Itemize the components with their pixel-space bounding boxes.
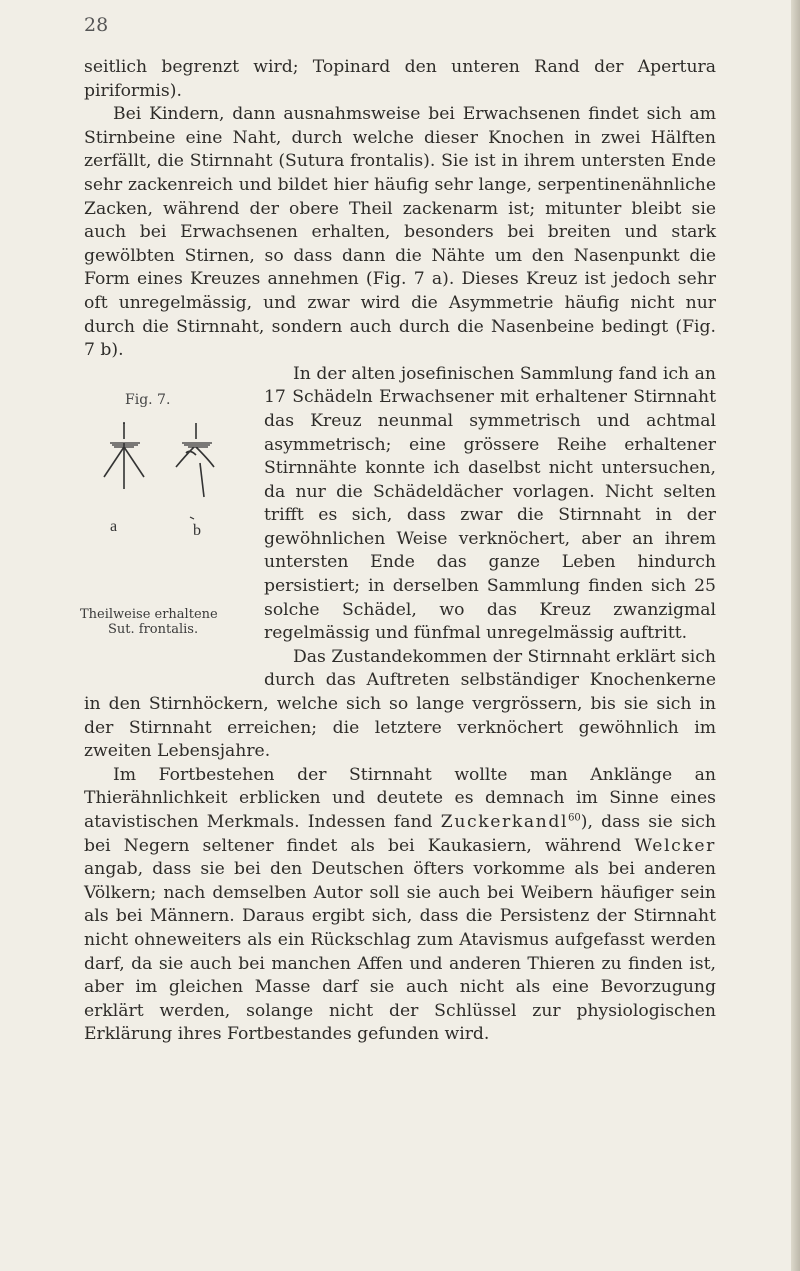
body-text [80,56,717,1047]
paragraph-3: In der alten josefinischen Sammlung fand ich an 17 Schädeln Erwachsener mit erhaltener Stirnnaht das Kreuz neunmal symmetrisch und achtmal asymmetrisch; eine grössere Reihe erhaltener Stirnnähte konnte ich daselbst nicht untersuchen, da nur die Schädeldächer vorlagen. Nicht selten trifft es sich, dass zwar die Stirnnaht in der gewöhnlichen Weise verknöchert, aber an ihrem untersten Ende das ganze Leben hindurch persistiert; in derselben Sammlung finden sich 25 solche Schädel, wo das Kreuz zwanzigmal regelmässig und fünfmal unregelmässig auftritt. [264,363,716,644]
paragraph-2: Bei Kindern, dann ausnahmsweise bei Erwachsenen findet sich am Stirnbeine eine Naht, durch welche dieser Knochen in zwei Hälften zerfällt, die Stirnnaht (Sutura frontalis). Sie ist in ihrem untersten Ende sehr zackenreich und bildet hier häufig sehr lange, serpentinenähnliche Zacken, während der obere Theil zackenarm ist; mitunter bleibt sie auch bei Erwachsenen erhalten, besonders bei breiten und stark gewölbten Stirnen, so dass dann die Nähte um den Nasenpunkt die Form eines Kreuzes annehmen (Fig. 7 a). Dieses Kreuz ist jedoch sehr oft unregelmässig, und zwar wird die Asymmetrie häufig nicht nur durch die Stirnnaht, sondern auch durch die Nasenbeine bedingt (Fig. 7 b). [84,104,716,361]
caption-line-1: Theilweise erhaltene [80,606,218,622]
author-zuckerkandl: Zuckerkandl [440,812,569,832]
tick-mark [190,517,194,519]
page-edge [791,0,800,1271]
figure-label: Fig. 7. [125,391,171,408]
figure-caption [80,607,250,637]
paragraph-5-part-c: angab, dass sie bei den Deutschen öfters vorkomme als bei anderen Völkern; nach demselben Autor soll sie auch bei Weibern häufiger sein als bei Männern. Daraus ergibt sich, dass die Persistenz der Stirnnaht nicht ohneweiters als ein Rückschlag zum Atavismus aufgefasst werden darf, da sie auch bei manchen Affen und anderen Thieren zu finden ist, aber im gleichen Masse darf sie auch nicht als eine Bevorzugung erklärt werden, solange nicht der Schlüssel zur physiologischen Erklärung ihres Fortbestandes gefunden wird. [84,859,716,1045]
cross-b-drawing [176,423,214,497]
footnote-ref: 60 [568,812,581,824]
fig-label-b: b [193,521,201,539]
paragraph-5 [84,764,716,1047]
caption-line-2: Sut. frontalis. [108,621,199,637]
page-number: 28 [84,14,109,36]
suture-cross-illustration [90,417,240,597]
paragraph-4: Das Zustandekommen der Stirnnaht erklärt sich durch das Auftreten selbständiger Knochenkerne in den Stirnhöckern, welche sich so lange vergrössern, bis sie sich in der Stirnnaht erreichen; die letztere verknöchert gewöhnlich im zweiten Lebensjahre. [84,646,716,762]
paragraph-5-part-b: ), dass sie sich bei Negern seltener findet als bei Kaukasiern, während [84,812,717,856]
fig-label-a: a [110,517,118,535]
cross-a-drawing [104,423,144,489]
figure-7 [80,385,254,685]
paragraph-1: seitlich begrenzt wird; Topinard den unteren Rand der Apertura piriformis). [84,57,716,101]
paragraph-5-part-a: Im Fortbestehen der Stirnnaht wollte man Anklänge an Thierähnlichkeit erblicken und deutete es demnach im Sinne eines atavistischen Merkmals. Indessen fand [84,764,716,832]
author-welcker: Welcker [634,835,716,856]
